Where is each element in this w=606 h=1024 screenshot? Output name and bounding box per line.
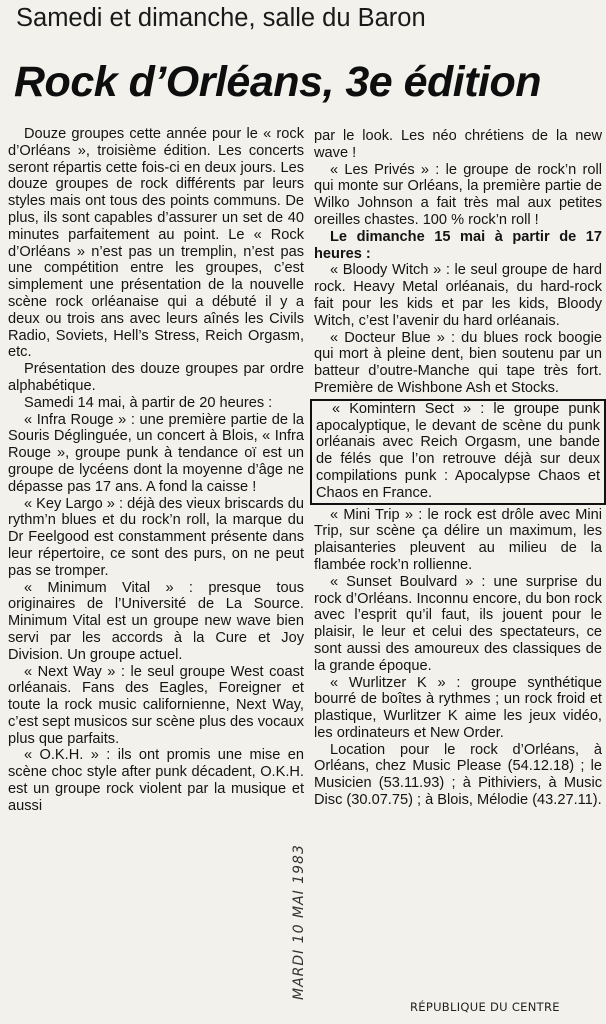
paragraph: Présentation des douze groupes par ordre alphabétique. [8,361,304,394]
paragraph: Location pour le rock d’Orléans, à Orléans, chez Music Please (54.12.18) ; le Musicien (53.11.93) ; à Pithiviers, à Music Disc (30.07.75) ; à Blois, Mélodie (43.27.11). [314,741,602,809]
paragraph: « Infra Rouge » : une première partie de la Souris Déglinguée, un concert à Blois, « Infra Rouge », groupe punk à tendance oï est un groupe de lycéens dont la moyenne d’âge ne dépasse pas 17 ans. A fond la caisse ! [8,411,304,495]
paragraph: « Minimum Vital » : presque tous originaires de l’Université de La Source. Minimum Vital est un groupe new wave bien servi par les accords à la Cure et Joy Division. Un groupe actuel. [8,579,304,663]
right-column [314,128,602,809]
handwritten-date: MARDI 10 MAI 1983 [291,844,307,1000]
paragraph: « Docteur Blue » : du blues rock boogie qui mort à pleine dent, bien soutenu par un batteur d’outre-Manche qui tape très fort. Première de Wishbone Ash et Stocks. [314,329,602,396]
paragraph: « Komintern Sect » : le groupe punk apocalyptique, le devant de scène du punk orléanais avec Reich Orgasm, une bande de félés que l’on retrouve déjà sur deux compilations punk : Apocalypse Chaos et Chaos en France. [316,400,600,501]
paragraph: « Next Way » : le seul groupe West coast orléanais. Fans des Eagles, Foreigner et toute la rock music californienne, Next Way, c’est sept musicos sur scène plus des vocaux plus que parfaits. [8,663,304,747]
left-column [8,126,304,815]
sunday-heading: Le dimanche 15 mai à partir de 17 heures : [314,228,602,262]
boxed-highlight [310,399,606,505]
source-annotation: RÉPUBLIQUE DU CENTRE [410,1000,560,1014]
paragraph: « Bloody Witch » : le seul groupe de hard rock. Heavy Metal orléanais, du hard-rock fait pour les kids et par les kids, Bloody Witch, c’est l’avenir du hard orléanais. [314,262,602,329]
paragraph: « Les Privés » : le groupe de rock’n roll qui monte sur Orléans, la première partie de Wilko Johnson a fait très mal aux petites oreilles chastes. 100 % rock’n roll ! [314,161,602,228]
paragraph: « Wurlitzer K » : groupe synthétique bourré de boîtes à rythmes ; un rock froid et plastique, Wurlitzer K aime les jeux vidéo, les ordinateurs et New Order. [314,674,602,741]
article-headline: Rock d’Orléans, 3e édition [14,58,542,106]
paragraph: « Sunset Boulvard » : une surprise du rock d’Orléans. Inconnu encore, du bon rock avec l’esprit qu’il faut, ils jouent pour le plaisir, le leur et celui des spectateurs, ce sont aussi des amoureux des classiques de la grande époque. [314,573,602,674]
paragraph: « O.K.H. » : ils ont promis une mise en scène choc style after punk décadent, O.K.H. est un groupe rock violent par la musique et aussi [8,747,304,814]
article-kicker: Samedi et dimanche, salle du Baron [16,4,426,32]
paragraph: « Mini Trip » : le rock est drôle avec Mini Trip, sur scène ça délire un maximum, les plaisanteries pleuvent au milieu de la flambée rock’n rollienne. [314,506,602,573]
paragraph: Douze groupes cette année pour le « rock d’Orléans », troisième édition. Les concerts seront répartis cette fois-ci en deux jours. Les douze groupes de rock différents par leurs styles mais ont tous des points communs. De plus, ils sont capables d’assurer un set de 40 minutes parfaitement au point. Le « Rock d’Orléans » n’est pas un tremplin, n’est pas une compétition entre les groupes, c’est simplement une présentation de la nouvelle scène rock orléanaise qui a débuté il y a deux ou trois ans avec leurs aînés les Civils Radio, Soviets, Hell’s Stress, Reich Orgasm, etc. [8,126,304,361]
paragraph: « Key Largo » : déjà des vieux briscards du rythm’n blues et du rock’n roll, la marque du Dr Feelgood est constamment présente dans leur répertoire, ce sont des purs, on ne peut pas se tromper. [8,495,304,579]
paragraph: par le look. Les néo chrétiens de la new wave ! [314,128,602,161]
paragraph: Samedi 14 mai, à partir de 20 heures : [24,394,273,411]
